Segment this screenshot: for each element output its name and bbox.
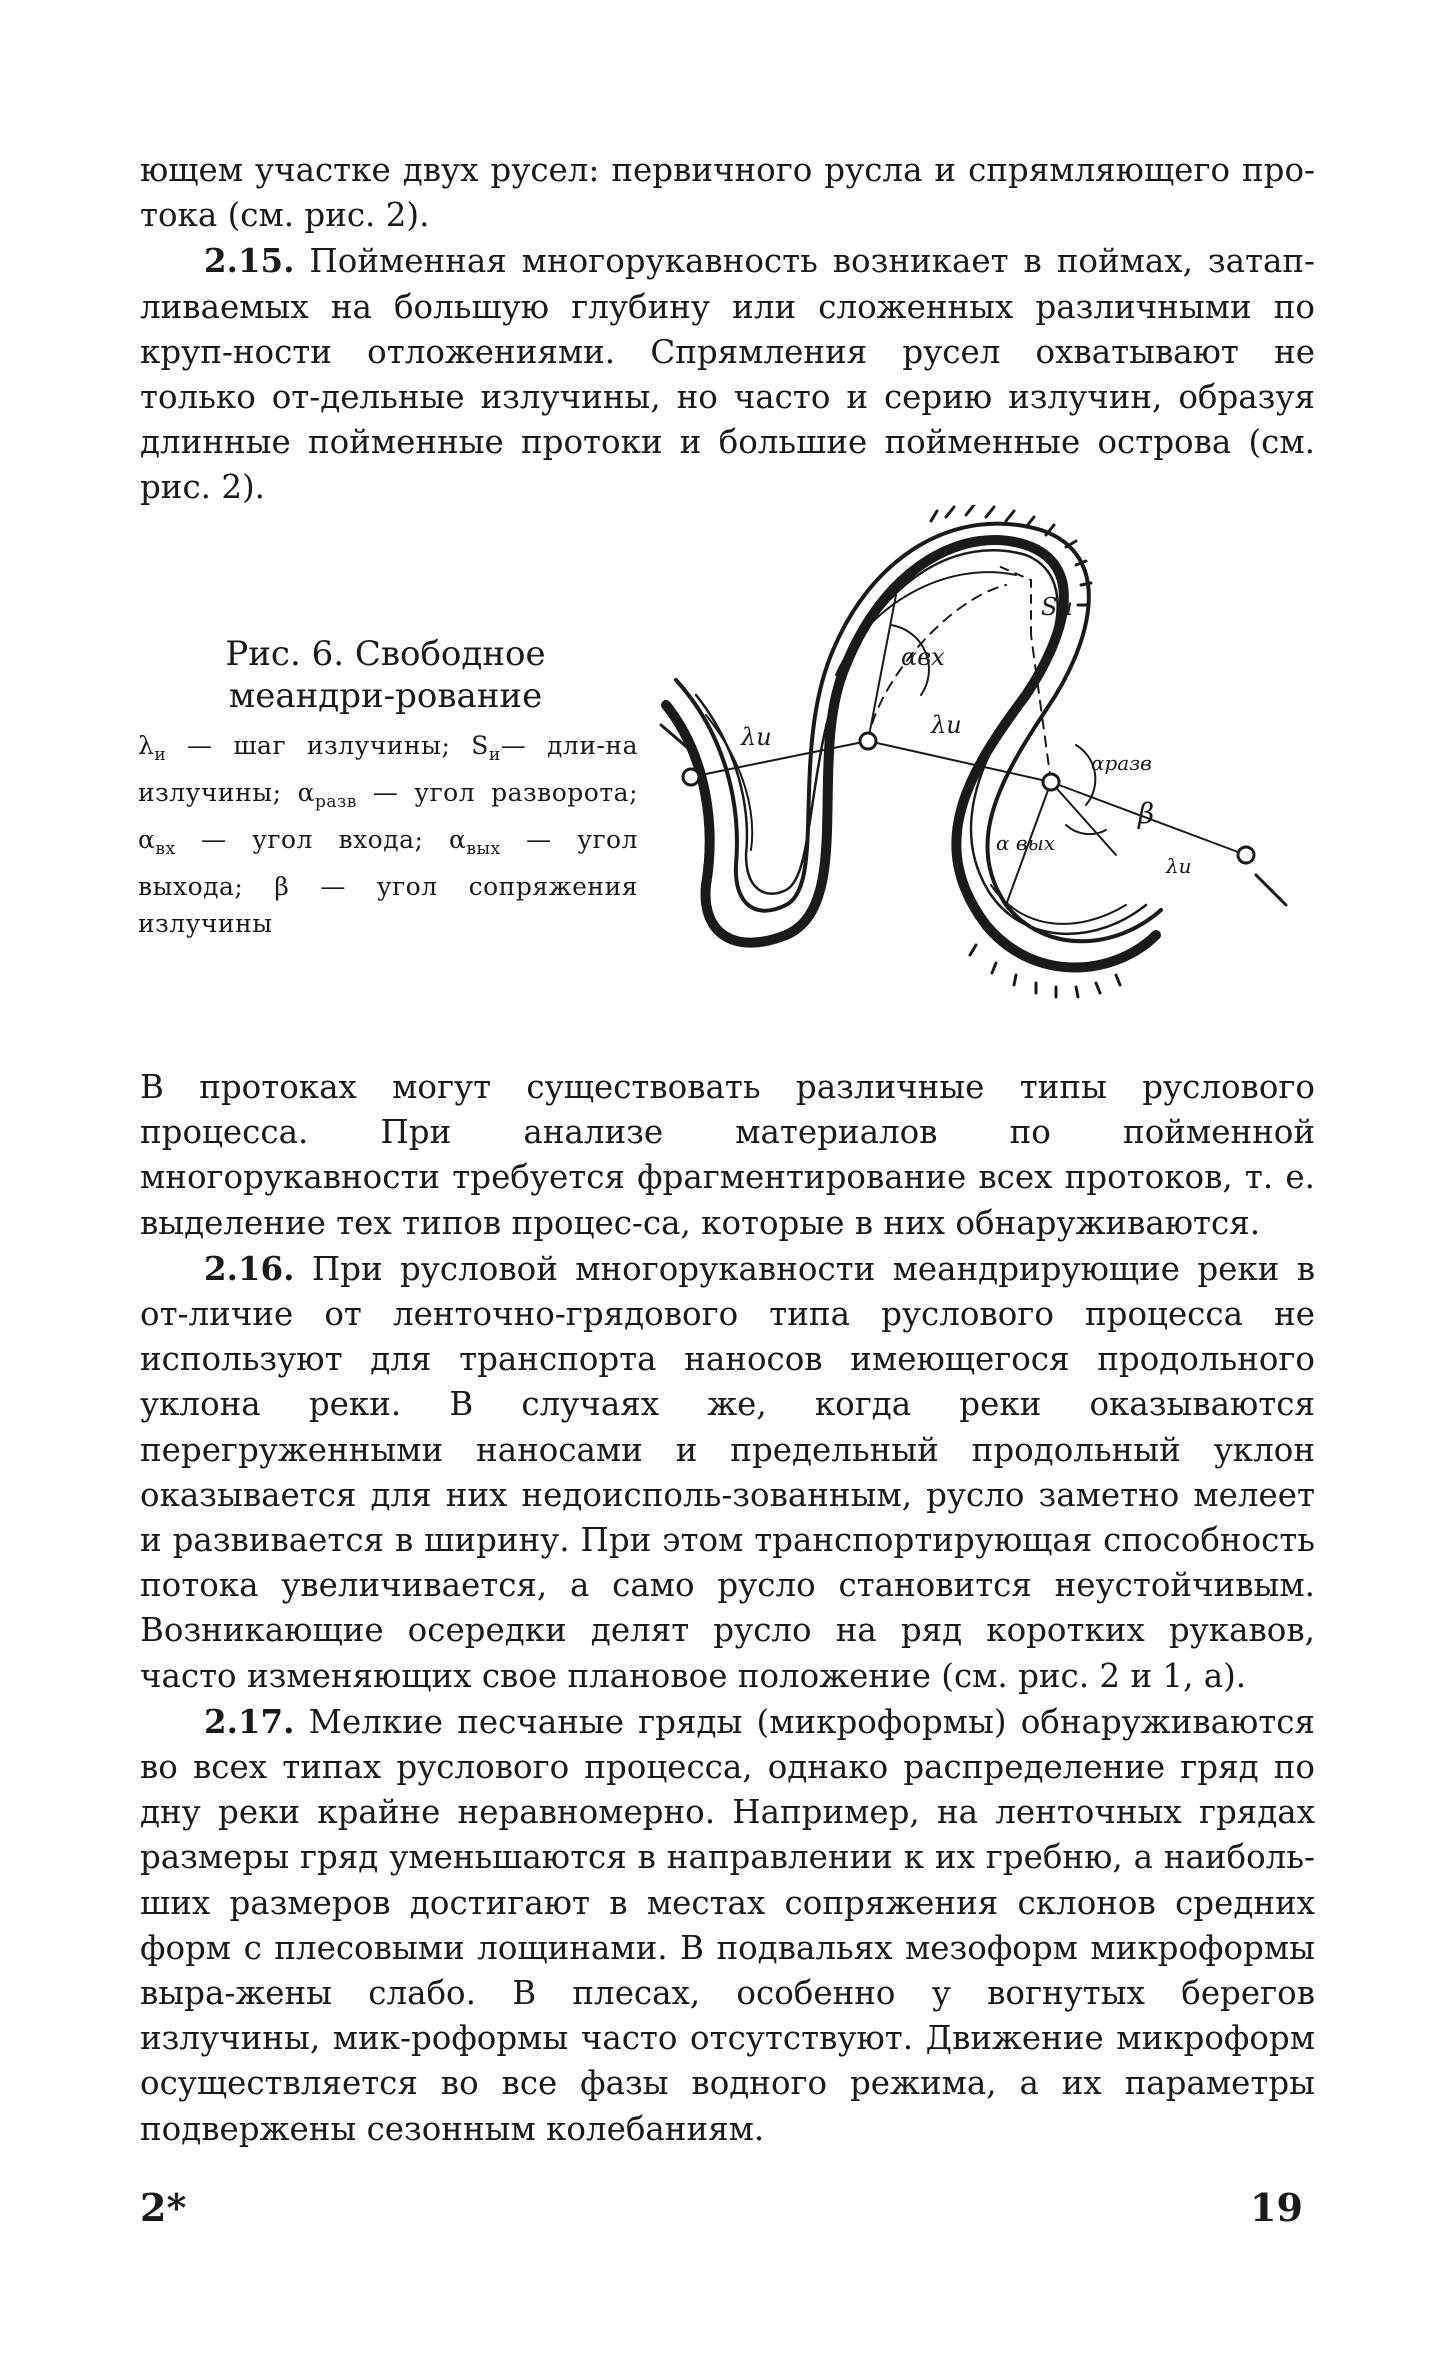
continuation-line-rest: тока (см. рис. 2).	[140, 196, 430, 235]
meander-diagram	[646, 505, 1318, 1025]
signature-mark: 2*	[140, 2185, 187, 2230]
figure-legend	[138, 727, 638, 942]
paragraph-text: Мелкие песчаные гряды (микроформы) обнаруживаются во всех типах руслового процесса, однако распределение гряд по дну реки крайне неравномерно. Например, на ленточных грядах размеры гряд уменьшаются в направлении к их гребню, а наиболь-ших размеров достигают в местах сопряжения склонов средних форм с плесовыми лощинами. В подвальях мезоформ микроформы выра-жены слабо. В плесах, особенно у вогнутых берегов излучины, мик-роформы часто отсутствуют. Движение микроформ осуществляется во все фазы водного режима, а их параметры подвержены сезонным колебаниям.	[140, 1702, 1315, 2148]
section-number: 2.16.	[204, 1248, 295, 1288]
legend-symbol: α	[449, 825, 467, 854]
legend-text: β — угол сопряжения излучины	[138, 872, 638, 938]
label-a-vx: αвх	[901, 643, 945, 671]
figure-caption: Рис. 6. Свободное меандри-рование	[225, 634, 546, 716]
paragraph-continuation	[140, 148, 1315, 238]
inflection-point	[860, 733, 876, 749]
legend-subscript: и	[154, 745, 167, 765]
legend-text: — угол входа;	[175, 825, 450, 854]
top-text-block	[140, 148, 1315, 511]
bank-hatching	[970, 945, 1120, 997]
figure-6	[128, 505, 1318, 1025]
label-s: Sи	[1041, 593, 1073, 621]
arrow-line	[1256, 875, 1286, 905]
label-lambda-right: λи	[931, 711, 962, 739]
continuation-line: ющем участке двух русел: первичного русла и спрямляющего про-	[140, 151, 1315, 189]
paragraph-2-16	[140, 1246, 1315, 1699]
paragraph-text: При русловой многорукавности меандрирующие реки в от-личие от ленточно-грядового типа руслового процесса не используют для транспорта наносов имеющегося продольного уклона реки. В случаях же, когда реки оказываются перегруженными наносами и предельный продольный уклон оказывается для них недоисполь-зованным, русло заметно мелеет и развивается в ширину. При этом транспортирующая способность потока увеличивается, а само русло становится неустойчивым. Возникающие осередки делят русло на ряд коротких рукавов, часто изменяющих свое плановое положение (см. рис. 2 и 1, а).	[140, 1249, 1315, 1695]
legend-subscript: вых	[466, 839, 501, 859]
legend-text: — угол разворота;	[356, 778, 638, 807]
angle-line	[1051, 782, 1116, 855]
legend-text: — дли-на излучины;	[138, 731, 638, 807]
legend-subscript: вх	[155, 839, 176, 859]
legend-symbol: λ	[138, 731, 155, 760]
paragraph-2-17	[140, 1699, 1315, 2152]
legend-text: — шаг излучины;	[166, 731, 472, 760]
legend-subscript: разв	[314, 792, 357, 812]
legend-symbol: α	[138, 825, 156, 854]
label-a-vyx: α вых	[996, 831, 1056, 855]
paragraph-text: Пойменная многорукавность возникает в поймах, затап-ливаемых на большую глубину или сложенных различными по круп-ности отложениями. Спрямления русел охватывают не только от-дельные излучины, но часто и серию излучин, образуя длинные пойменные протоки и большие пойменные острова (см. рис. 2).	[140, 242, 1315, 507]
section-number: 2.17.	[204, 1701, 295, 1741]
paragraph-2-15	[140, 238, 1315, 510]
bottom-text-block	[140, 1065, 1315, 2152]
inflection-point	[1043, 774, 1059, 790]
legend-symbol: S	[471, 731, 489, 760]
legend-text: — угол выхода;	[138, 825, 638, 901]
label-a-razv: αразв	[1091, 751, 1152, 775]
label-lambda-small: λи	[1166, 854, 1192, 878]
page-number: 19	[1250, 2185, 1303, 2230]
section-number: 2.15.	[204, 241, 295, 281]
paragraph-intro: В протоках могут существовать различные типы руслового процесса. При анализе материалов по пойменной многорукавности требуется фрагментирование всех протоков, т. е. выделение тех типов процес-са, которые в них обнаруживаются.	[140, 1068, 1315, 1242]
inflection-point	[683, 769, 699, 785]
legend-subscript: и	[488, 745, 501, 765]
label-beta: β	[1138, 797, 1155, 830]
angle-arc	[1066, 825, 1106, 834]
inflection-point	[1238, 847, 1254, 863]
label-lambda-left: λи	[741, 723, 772, 751]
legend-symbol: α	[297, 778, 315, 807]
